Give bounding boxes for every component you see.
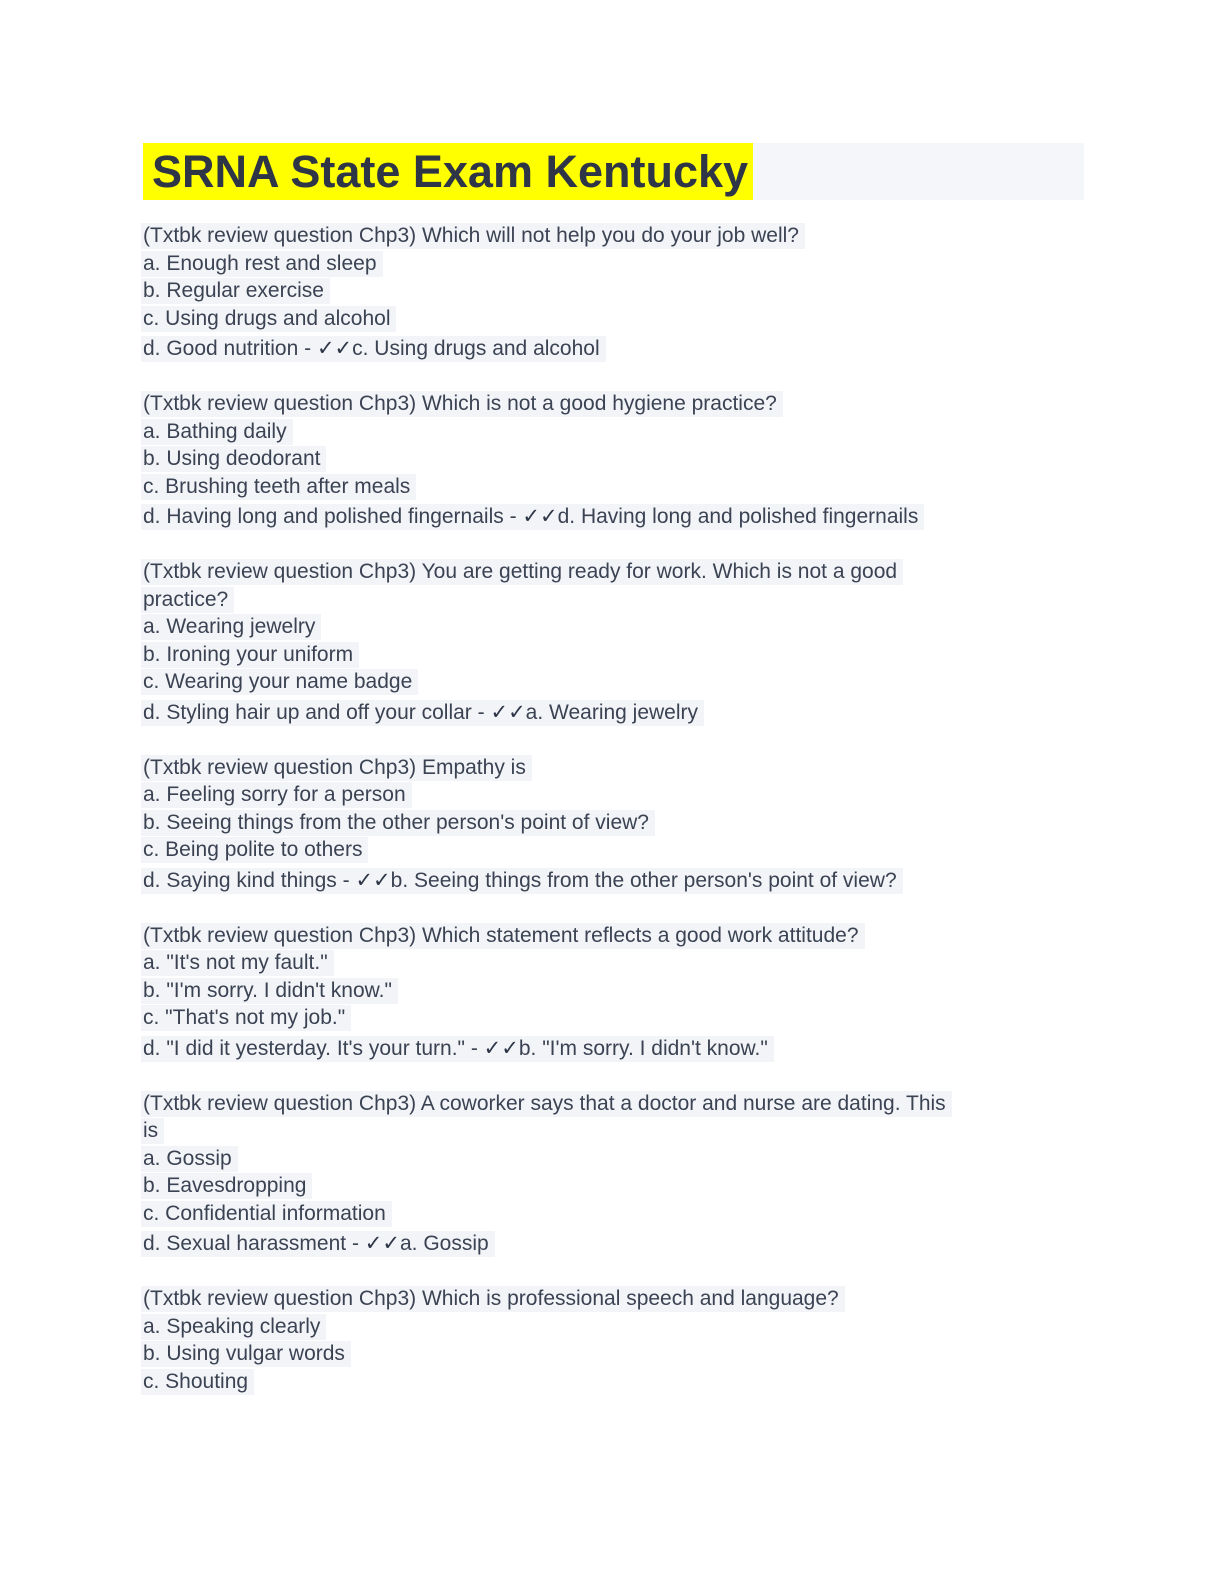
option-d-text: d. Styling hair up and off your collar -: [143, 700, 491, 724]
question-line: [143, 613, 1084, 641]
highlighted-text: (Txtbk review question Chp3) Which statement reflects a good work attitude?: [141, 923, 865, 949]
highlighted-text: a. Gossip: [141, 1146, 238, 1172]
page-title: SRNA State Exam Kentucky: [143, 143, 753, 200]
question-line: [143, 754, 1084, 782]
question-line: [143, 558, 1084, 586]
correct-answer-checkmarks-icon: ✓✓: [364, 1232, 400, 1255]
question-line: [143, 922, 1084, 950]
highlighted-text: [141, 868, 903, 894]
highlighted-text: [141, 336, 606, 362]
question-block: [143, 222, 1084, 363]
highlighted-text: [141, 1231, 495, 1257]
option-d-text: d. Good nutrition -: [143, 337, 317, 360]
question-block: [143, 754, 1084, 895]
question-line: [143, 277, 1084, 305]
correct-answer-text: b. "I'm sorry. I didn't know.": [518, 1036, 768, 1060]
question-line: [143, 668, 1084, 696]
question-line: [143, 1368, 1084, 1396]
option-d-text: d. "I did it yesterday. It's your turn." -: [143, 1036, 484, 1060]
question-line: [143, 473, 1084, 501]
option-d-text: d. Having long and polished fingernails -: [143, 505, 523, 528]
answer-line: [143, 503, 1084, 531]
question-line: [143, 1285, 1084, 1313]
highlighted-text: b. Seeing things from the other person's point of view?: [141, 810, 655, 836]
highlighted-text: b. Using vulgar words: [141, 1341, 351, 1367]
answer-line: [143, 1035, 1084, 1063]
highlighted-text: (Txtbk review question Chp3) Empathy is: [141, 755, 532, 781]
correct-answer-text: d. Having long and polished fingernails: [557, 505, 919, 528]
question-line: [143, 445, 1084, 473]
question-line: [143, 1145, 1084, 1173]
highlighted-text: a. Feeling sorry for a person: [141, 782, 412, 808]
option-d-text: d. Saying kind things -: [143, 868, 356, 892]
question-line: [143, 977, 1084, 1005]
correct-answer-checkmarks-icon: ✓✓: [490, 700, 526, 724]
highlighted-text: (Txtbk review question Chp3) A coworker says that a doctor and nurse are dating. This: [141, 1091, 952, 1117]
page-content-area: [143, 143, 1084, 1423]
question-line: [143, 809, 1084, 837]
highlighted-text: a. Enough rest and sleep: [141, 251, 383, 277]
highlighted-text: b. Using deodorant: [141, 446, 326, 472]
highlighted-text: a. "It's not my fault.": [141, 950, 334, 976]
question-line: [143, 305, 1084, 333]
highlighted-text: c. Confidential information: [141, 1201, 392, 1227]
question-line: [143, 1200, 1084, 1228]
question-block: [143, 558, 1084, 726]
answer-line: [143, 335, 1084, 363]
highlighted-text: a. Wearing jewelry: [141, 614, 321, 640]
highlighted-text: (Txtbk review question Chp3) Which is not a good hygiene practice?: [141, 391, 783, 417]
highlighted-text: a. Speaking clearly: [141, 1314, 326, 1340]
answer-line: [143, 699, 1084, 727]
highlighted-text: c. Brushing teeth after meals: [141, 474, 416, 500]
highlighted-text: b. Ironing your uniform: [141, 642, 359, 668]
highlighted-text: practice?: [141, 587, 234, 613]
question-line: [143, 1313, 1084, 1341]
correct-answer-checkmarks-icon: ✓✓: [483, 1036, 519, 1060]
correct-answer-text: c. Using drugs and alcohol: [352, 337, 600, 360]
correct-answer-text: b. Seeing things from the other person's point of view?: [390, 868, 897, 892]
correct-answer-text: a. Wearing jewelry: [525, 700, 699, 724]
correct-answer-checkmarks-icon: ✓✓: [355, 868, 391, 892]
question-line: [143, 1117, 1084, 1145]
question-line: [143, 390, 1084, 418]
question-line: [143, 949, 1084, 977]
correct-answer-text: a. Gossip: [399, 1232, 489, 1255]
correct-answer-checkmarks-icon: ✓✓: [522, 505, 558, 528]
correct-answer-checkmarks-icon: ✓✓: [316, 337, 353, 360]
question-line: [143, 781, 1084, 809]
question-line: [143, 836, 1084, 864]
highlighted-text: c. Shouting: [141, 1369, 254, 1395]
highlighted-text: b. Regular exercise: [141, 278, 330, 304]
highlighted-text: (Txtbk review question Chp3) Which is professional speech and language?: [141, 1286, 845, 1312]
highlighted-text: c. Wearing your name badge: [141, 669, 418, 695]
highlighted-text: c. Being polite to others: [141, 837, 368, 863]
highlighted-text: b. "I'm sorry. I didn't know.": [141, 978, 398, 1004]
highlighted-text: [141, 700, 704, 726]
highlighted-text: [141, 504, 924, 530]
question-block: [143, 1090, 1084, 1258]
highlighted-text: (Txtbk review question Chp3) You are getting ready for work. Which is not a good: [141, 559, 903, 585]
question-block: [143, 922, 1084, 1063]
question-line: [143, 1090, 1084, 1118]
question-line: [143, 222, 1084, 250]
highlighted-text: c. "That's not my job.": [141, 1005, 351, 1031]
highlighted-text: (Txtbk review question Chp3) Which will not help you do your job well?: [141, 223, 805, 249]
question-line: [143, 418, 1084, 446]
question-line: [143, 1340, 1084, 1368]
question-block: [143, 390, 1084, 531]
question-line: [143, 1004, 1084, 1032]
option-d-text: d. Sexual harassment -: [143, 1232, 365, 1255]
answer-line: [143, 1230, 1084, 1258]
highlighted-text: c. Using drugs and alcohol: [141, 306, 396, 332]
questions-container: [143, 222, 1084, 1395]
question-line: [143, 250, 1084, 278]
question-line: [143, 1172, 1084, 1200]
highlighted-text: [141, 1036, 774, 1062]
question-line: [143, 586, 1084, 614]
answer-line: [143, 867, 1084, 895]
title-band: [143, 143, 1084, 200]
highlighted-text: b. Eavesdropping: [141, 1173, 312, 1199]
highlighted-text: is: [141, 1118, 164, 1144]
question-block: [143, 1285, 1084, 1395]
question-line: [143, 641, 1084, 669]
highlighted-text: a. Bathing daily: [141, 419, 293, 445]
